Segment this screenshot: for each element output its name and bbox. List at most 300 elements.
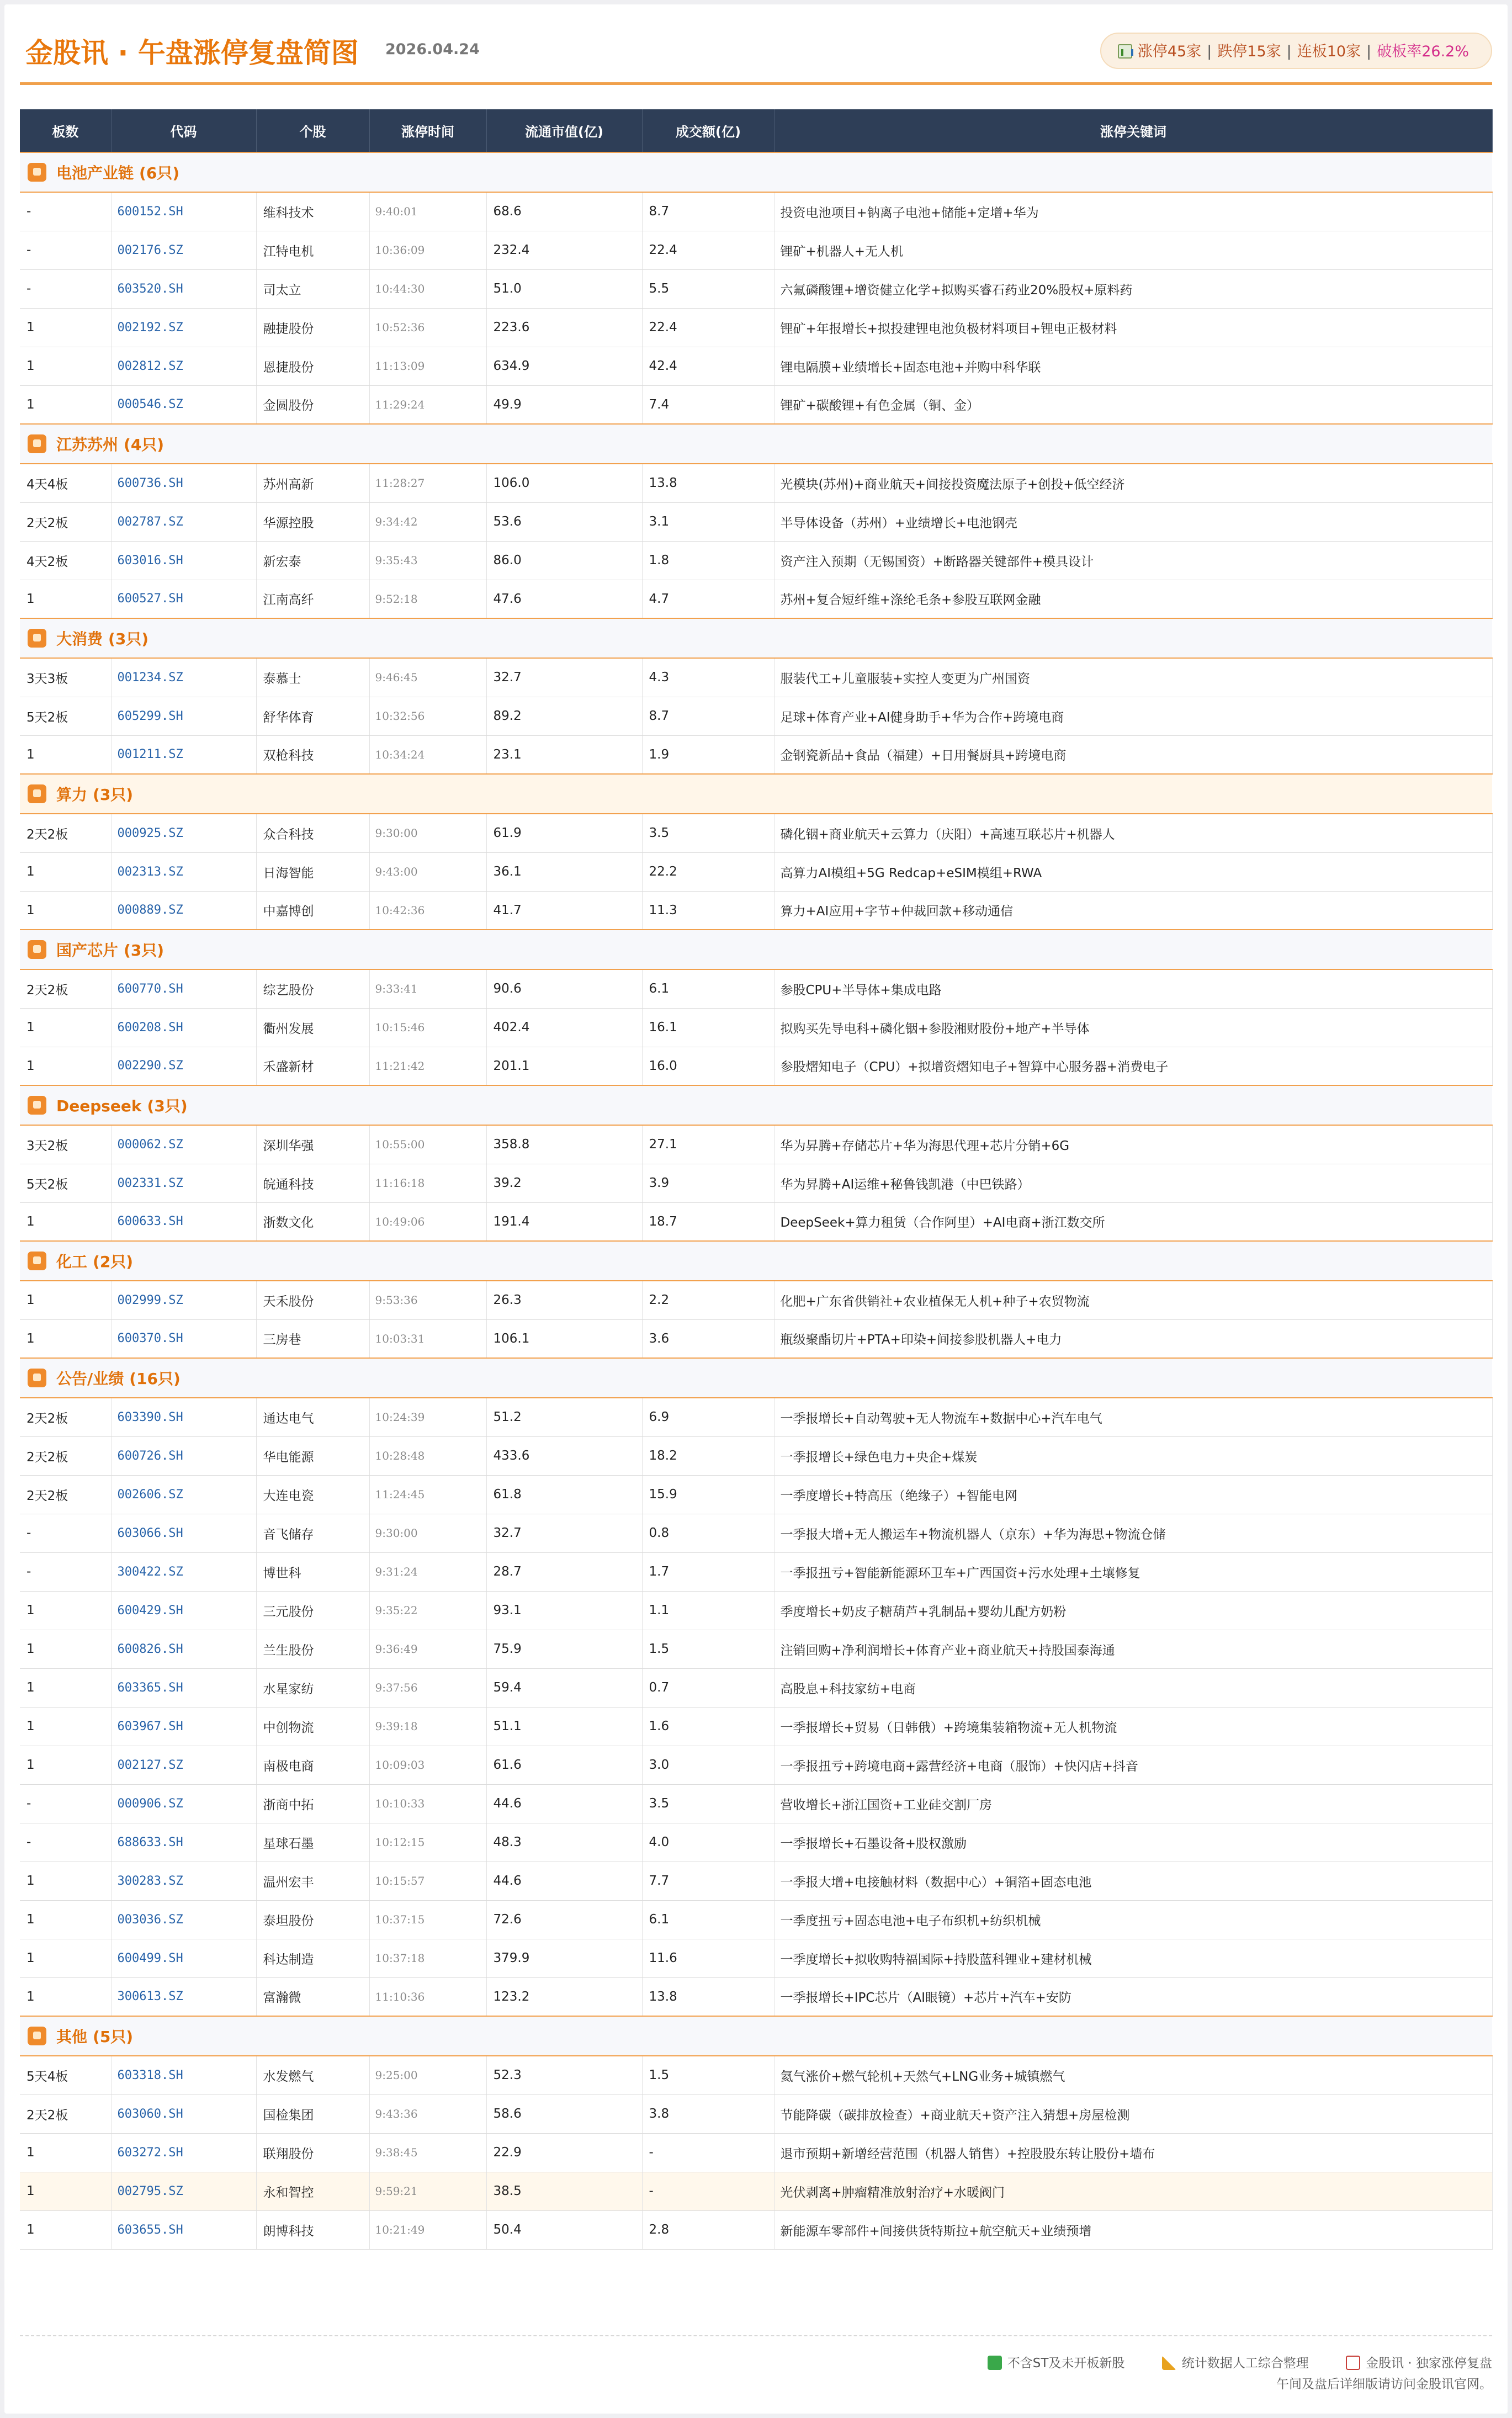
- float-market-cap: 32.7: [486, 658, 642, 697]
- stock-code[interactable]: 002787.SZ: [111, 502, 256, 541]
- section-count: (4只): [124, 436, 165, 454]
- board-count: -: [20, 231, 111, 269]
- stock-name: 三元股份: [256, 1591, 369, 1630]
- limit-up-time: 10:12:15: [369, 1823, 486, 1862]
- limit-up-keywords: 高股息+科技家纺+电商: [774, 1668, 1492, 1707]
- stock-code[interactable]: 600633.SH: [111, 1202, 256, 1241]
- board-count: 1: [20, 2172, 111, 2210]
- limit-up-time: 10:44:30: [369, 269, 486, 308]
- float-market-cap: 90.6: [486, 969, 642, 1008]
- turnover: 27.1: [642, 1125, 774, 1164]
- diamond-icon: [28, 940, 46, 959]
- limit-up-time: 9:35:22: [369, 1591, 486, 1630]
- turnover: 1.8: [642, 541, 774, 580]
- float-market-cap: 191.4: [486, 1202, 642, 1241]
- limit-up-keywords: 营收增长+浙江国资+工业硅交割厂房: [774, 1784, 1492, 1823]
- stock-code[interactable]: 603365.SH: [111, 1668, 256, 1707]
- turnover: 4.0: [642, 1823, 774, 1862]
- limit-up-time: 11:29:24: [369, 385, 486, 424]
- stock-code[interactable]: 603060.SH: [111, 2094, 256, 2133]
- stock-code[interactable]: 002999.SZ: [111, 1281, 256, 1319]
- float-market-cap: 201.1: [486, 1047, 642, 1085]
- table-row[interactable]: [20, 1823, 1492, 1862]
- table-row[interactable]: [20, 697, 1492, 735]
- limit-up-keywords: 参股熠知电子（CPU）+拟增资熠知电子+智算中心服务器+消费电子: [774, 1047, 1492, 1085]
- limit-up-time: 10:09:03: [369, 1746, 486, 1784]
- float-market-cap: 53.6: [486, 502, 642, 541]
- stock-name: 音飞储存: [256, 1514, 369, 1552]
- board-count: 1: [20, 891, 111, 930]
- stock-name: 朗博科技: [256, 2210, 369, 2249]
- table-row[interactable]: [20, 1977, 1492, 2016]
- table-row[interactable]: [20, 1707, 1492, 1746]
- megaphone-icon: [28, 1369, 46, 1387]
- turnover: 18.2: [642, 1436, 774, 1475]
- stock-name: 维科技术: [256, 192, 369, 231]
- table-row[interactable]: [20, 969, 1492, 1008]
- stock-code[interactable]: 002176.SZ: [111, 231, 256, 269]
- limit-up-time: 9:36:49: [369, 1630, 486, 1668]
- limit-up-time: 11:10:36: [369, 1977, 486, 2016]
- limit-up-keywords: 一季报大增+电接触材料（数据中心）+铜箔+固态电池: [774, 1862, 1492, 1900]
- float-market-cap: 232.4: [486, 231, 642, 269]
- col-header-float-cap: 流通市值(亿): [486, 109, 642, 152]
- section-count: (16只): [129, 1370, 181, 1388]
- board-count: 1: [20, 852, 111, 891]
- table-row[interactable]: [20, 1784, 1492, 1823]
- float-market-cap: 22.9: [486, 2133, 642, 2172]
- turnover: 7.7: [642, 1862, 774, 1900]
- table-row[interactable]: [20, 891, 1492, 930]
- board-count: 3天2板: [20, 1125, 111, 1164]
- section-header: [20, 1085, 1492, 1125]
- table-row[interactable]: [20, 1900, 1492, 1939]
- board-count: 4天2板: [20, 541, 111, 580]
- stock-code[interactable]: 605299.SH: [111, 697, 256, 735]
- stock-code[interactable]: 001211.SZ: [111, 735, 256, 774]
- col-header-boards: 板数: [20, 109, 111, 152]
- table-row[interactable]: [20, 1668, 1492, 1707]
- table-row[interactable]: [20, 580, 1492, 618]
- stock-code[interactable]: 002331.SZ: [111, 1164, 256, 1202]
- turnover: 4.7: [642, 580, 774, 618]
- turnover: 3.5: [642, 1784, 774, 1823]
- limit-up-time: 9:53:36: [369, 1281, 486, 1319]
- table-row[interactable]: [20, 1398, 1492, 1436]
- stock-code[interactable]: 600770.SH: [111, 969, 256, 1008]
- table-row[interactable]: [20, 231, 1492, 269]
- table-row[interactable]: [20, 2094, 1492, 2133]
- limit-up-keywords: 资产注入预期（无锡国资）+断路器关键部件+模具设计: [774, 541, 1492, 580]
- limit-up-keywords: 锂矿+机器人+无人机: [774, 231, 1492, 269]
- footer-note-website: 午间及盘后详细版请访问金股讯官网。: [1276, 2377, 1492, 2392]
- stock-code[interactable]: 600370.SH: [111, 1319, 256, 1358]
- stock-code[interactable]: 300283.SZ: [111, 1862, 256, 1900]
- stock-code[interactable]: 002127.SZ: [111, 1746, 256, 1784]
- float-market-cap: 52.3: [486, 2056, 642, 2094]
- turnover: 1.6: [642, 1707, 774, 1746]
- limit-up-time: 10:21:49: [369, 2210, 486, 2249]
- table-row[interactable]: [20, 1281, 1492, 1319]
- board-count: 1: [20, 1900, 111, 1939]
- table-row[interactable]: [20, 502, 1492, 541]
- turnover: 5.5: [642, 269, 774, 308]
- float-market-cap: 402.4: [486, 1008, 642, 1047]
- stock-code[interactable]: 600152.SH: [111, 192, 256, 231]
- table-row[interactable]: [20, 1164, 1492, 1202]
- stock-code[interactable]: 603967.SH: [111, 1707, 256, 1746]
- calendar-icon: [1346, 2356, 1360, 2370]
- board-count: 1: [20, 1668, 111, 1707]
- float-market-cap: 51.1: [486, 1707, 642, 1746]
- turnover: 3.5: [642, 814, 774, 852]
- turnover: 22.2: [642, 852, 774, 891]
- footer-note-exclusions: 不含ST及未开板新股: [1007, 2356, 1125, 2371]
- board-count: 1: [20, 1319, 111, 1358]
- turnover: 13.8: [642, 464, 774, 502]
- float-market-cap: 379.9: [486, 1939, 642, 1977]
- stock-name: 水星家纺: [256, 1668, 369, 1707]
- float-market-cap: 44.6: [486, 1784, 642, 1823]
- stock-code[interactable]: 600736.SH: [111, 464, 256, 502]
- limit-up-time: 10:42:36: [369, 891, 486, 930]
- limit-up-time: 10:49:06: [369, 1202, 486, 1241]
- limit-up-keywords: 注销回购+净利润增长+体育产业+商业航天+持股国泰海通: [774, 1630, 1492, 1668]
- stock-code[interactable]: 600826.SH: [111, 1630, 256, 1668]
- float-market-cap: 50.4: [486, 2210, 642, 2249]
- limit-up-time: 9:40:01: [369, 192, 486, 231]
- table-row[interactable]: [20, 852, 1492, 891]
- limit-up-time: 9:46:45: [369, 658, 486, 697]
- turnover: 2.8: [642, 2210, 774, 2249]
- limit-up-time: 9:30:00: [369, 814, 486, 852]
- table-row[interactable]: [20, 1008, 1492, 1047]
- bar-chart-icon: [1118, 44, 1132, 59]
- board-count: 1: [20, 1939, 111, 1977]
- table-row[interactable]: [20, 1319, 1492, 1358]
- table-row[interactable]: [20, 2056, 1492, 2094]
- board-count: 5天2板: [20, 1164, 111, 1202]
- limit-up-time: 10:28:48: [369, 1436, 486, 1475]
- limit-up-keywords: 节能降碳（碳排放检查）+商业航天+资产注入猜想+房屋检测: [774, 2094, 1492, 2133]
- stock-code[interactable]: 603272.SH: [111, 2133, 256, 2172]
- shopping-cart-icon: [28, 629, 46, 648]
- table-row[interactable]: [20, 1125, 1492, 1164]
- limit-up-keywords: 锂电隔膜+业绩增长+固态电池+并购中科华联: [774, 347, 1492, 385]
- stock-name: 金圆股份: [256, 385, 369, 424]
- section-name: 其他: [56, 2028, 88, 2046]
- table-row[interactable]: [20, 1552, 1492, 1591]
- limit-up-keywords: 苏州+复合短纤维+涤纶毛条+参股互联网金融: [774, 580, 1492, 618]
- turnover: 15.9: [642, 1475, 774, 1514]
- section-name: 化工: [56, 1253, 88, 1271]
- table-row[interactable]: [20, 541, 1492, 580]
- float-market-cap: 106.0: [486, 464, 642, 502]
- board-count: 1: [20, 1047, 111, 1085]
- stock-code[interactable]: 688633.SH: [111, 1823, 256, 1862]
- stock-code[interactable]: 002313.SZ: [111, 852, 256, 891]
- table-row[interactable]: [20, 1862, 1492, 1900]
- limit-up-time: 9:31:24: [369, 1552, 486, 1591]
- stock-name: 融捷股份: [256, 308, 369, 347]
- stock-name: 苏州高新: [256, 464, 369, 502]
- board-count: -: [20, 192, 111, 231]
- stock-name: 博世科: [256, 1552, 369, 1591]
- float-market-cap: 72.6: [486, 1900, 642, 1939]
- stock-name: 国检集团: [256, 2094, 369, 2133]
- stock-code[interactable]: 002290.SZ: [111, 1047, 256, 1085]
- turnover: 11.6: [642, 1939, 774, 1977]
- board-count: 1: [20, 1630, 111, 1668]
- stock-code[interactable]: 000906.SZ: [111, 1784, 256, 1823]
- limit-up-keywords: 半导体设备（苏州）+业绩增长+电池钢壳: [774, 502, 1492, 541]
- stock-code[interactable]: 600429.SH: [111, 1591, 256, 1630]
- table-row[interactable]: [20, 308, 1492, 347]
- table-row[interactable]: [20, 1939, 1492, 1977]
- limit-up-time: 9:37:56: [369, 1668, 486, 1707]
- limit-up-keywords: 瓶级聚酯切片+PTA+印染+间接参股机器人+电力: [774, 1319, 1492, 1358]
- limit-up-keywords: 一季报扭亏+智能新能源环卫车+广西国资+污水处理+土壤修复: [774, 1552, 1492, 1591]
- float-market-cap: 61.9: [486, 814, 642, 852]
- board-count: 1: [20, 1202, 111, 1241]
- stock-code[interactable]: 600499.SH: [111, 1939, 256, 1977]
- stock-code[interactable]: 000889.SZ: [111, 891, 256, 930]
- board-count: 4天4板: [20, 464, 111, 502]
- limit-up-keywords: 化肥+广东省供销社+农业植保无人机+种子+农贸物流: [774, 1281, 1492, 1319]
- table-row[interactable]: [20, 1591, 1492, 1630]
- stock-code[interactable]: 603390.SH: [111, 1398, 256, 1436]
- float-market-cap: 86.0: [486, 541, 642, 580]
- limit-up-time: 11:13:09: [369, 347, 486, 385]
- stock-name: 通达电气: [256, 1398, 369, 1436]
- section-header: [20, 930, 1492, 969]
- board-count: 3天3板: [20, 658, 111, 697]
- table-row[interactable]: [20, 1746, 1492, 1784]
- stock-code[interactable]: 600527.SH: [111, 580, 256, 618]
- section-header: [20, 774, 1492, 814]
- stock-code[interactable]: 001234.SZ: [111, 658, 256, 697]
- table-row[interactable]: [20, 1202, 1492, 1241]
- limit-up-keywords: 季度增长+奶皮子糖葫芦+乳制品+婴幼儿配方奶粉: [774, 1591, 1492, 1630]
- board-count: 5天4板: [20, 2056, 111, 2094]
- stock-name: 江特电机: [256, 231, 369, 269]
- stock-name: 新宏泰: [256, 541, 369, 580]
- chip-icon: [28, 784, 46, 803]
- stock-name: 江南高纤: [256, 580, 369, 618]
- float-market-cap: 51.2: [486, 1398, 642, 1436]
- stock-name: 禾盛新材: [256, 1047, 369, 1085]
- stock-code[interactable]: 600726.SH: [111, 1436, 256, 1475]
- stock-code[interactable]: 600208.SH: [111, 1008, 256, 1047]
- turnover: 3.6: [642, 1319, 774, 1358]
- page-title: 金股讯 · 午盘涨停复盘简图: [25, 37, 359, 69]
- turnover: 1.9: [642, 735, 774, 774]
- limit-up-time: 9:59:21: [369, 2172, 486, 2210]
- board-count: 1: [20, 735, 111, 774]
- turnover: 6.1: [642, 1900, 774, 1939]
- board-count: 2天2板: [20, 1398, 111, 1436]
- stock-name: 永和智控: [256, 2172, 369, 2210]
- limit-up-keywords: 算力+AI应用+字节+仲裁回款+移动通信: [774, 891, 1492, 930]
- stock-code[interactable]: 000062.SZ: [111, 1125, 256, 1164]
- stock-code[interactable]: 603655.SH: [111, 2210, 256, 2249]
- stock-code[interactable]: 300422.SZ: [111, 1552, 256, 1591]
- turnover: 0.7: [642, 1668, 774, 1707]
- board-count: 2天2板: [20, 502, 111, 541]
- float-market-cap: 68.6: [486, 192, 642, 231]
- limit-up-keywords: 参股CPU+半导体+集成电路: [774, 969, 1492, 1008]
- limit-up-keywords: 投资电池项目+钠离子电池+储能+定增+华为: [774, 192, 1492, 231]
- table-row[interactable]: [20, 1630, 1492, 1668]
- limit-up-keywords: 华为昇腾+AI运维+秘鲁钱凯港（中巴铁路）: [774, 1164, 1492, 1202]
- turnover: 13.8: [642, 1977, 774, 2016]
- board-count: 1: [20, 2210, 111, 2249]
- table-row[interactable]: [20, 464, 1492, 502]
- board-count: 1: [20, 308, 111, 347]
- board-count: 1: [20, 1707, 111, 1746]
- stock-name: 衢州发展: [256, 1008, 369, 1047]
- float-market-cap: 223.6: [486, 308, 642, 347]
- stock-code[interactable]: 002192.SZ: [111, 308, 256, 347]
- limit-up-time: 10:36:09: [369, 231, 486, 269]
- limit-up-time: 11:16:18: [369, 1164, 486, 1202]
- board-count: 5天2板: [20, 697, 111, 735]
- checkbox-icon: [988, 2356, 1002, 2370]
- limit-up-keywords: 一季报增长+贸易（日韩俄）+跨境集装箱物流+无人机物流: [774, 1707, 1492, 1746]
- stock-code[interactable]: 002606.SZ: [111, 1475, 256, 1514]
- stock-name: 富瀚微: [256, 1977, 369, 2016]
- stock-name: 众合科技: [256, 814, 369, 852]
- table-row[interactable]: [20, 2210, 1492, 2249]
- section-name: Deepseek: [56, 1097, 142, 1115]
- limit-up-time: 11:28:27: [369, 464, 486, 502]
- limit-up-time: 9:25:00: [369, 2056, 486, 2094]
- float-market-cap: 106.1: [486, 1319, 642, 1358]
- limit-up-time: 11:24:45: [369, 1475, 486, 1514]
- float-market-cap: 93.1: [486, 1591, 642, 1630]
- limit-up-keywords: 一季报增长+IPC芯片（AI眼镜）+芯片+汽车+安防: [774, 1977, 1492, 2016]
- table-row[interactable]: [20, 1436, 1492, 1475]
- stock-name: 舒华体育: [256, 697, 369, 735]
- section-count: (5只): [93, 2028, 134, 2046]
- board-count: 2天2板: [20, 814, 111, 852]
- stock-code[interactable]: 003036.SZ: [111, 1900, 256, 1939]
- float-market-cap: 634.9: [486, 347, 642, 385]
- limit-up-keywords: 一季度增长+拟收购特福国际+持股蓝科锂业+建材机械: [774, 1939, 1492, 1977]
- limit-up-time: 9:43:00: [369, 852, 486, 891]
- table-row[interactable]: [20, 658, 1492, 697]
- turnover: 1.7: [642, 1552, 774, 1591]
- footer-note-brand: 金股讯 · 独家涨停复盘: [1366, 2356, 1492, 2371]
- col-header-name: 个股: [256, 109, 369, 152]
- stock-code[interactable]: 603016.SH: [111, 541, 256, 580]
- stock-name: 泰坦股份: [256, 1900, 369, 1939]
- table-row[interactable]: [20, 814, 1492, 852]
- turnover: 8.7: [642, 192, 774, 231]
- table-row[interactable]: [20, 192, 1492, 231]
- limit-up-keywords: 退市预期+新增经营范围（机器人销售）+控股股东转让股份+墙布: [774, 2133, 1492, 2172]
- stock-code[interactable]: 603318.SH: [111, 2056, 256, 2094]
- table-row[interactable]: [20, 347, 1492, 385]
- section-name: 江苏苏州: [56, 436, 119, 454]
- table-row[interactable]: [20, 1475, 1492, 1514]
- limit-up-keywords: 氦气涨价+燃气轮机+天然气+LNG业务+城镇燃气: [774, 2056, 1492, 2094]
- stock-name: 中嘉博创: [256, 891, 369, 930]
- stock-name: 星球石墨: [256, 1823, 369, 1862]
- stock-name: 浙数文化: [256, 1202, 369, 1241]
- board-count: 2天2板: [20, 969, 111, 1008]
- section-header: [20, 1358, 1492, 1398]
- limit-up-table: [20, 109, 1493, 2250]
- turnover: 22.4: [642, 231, 774, 269]
- limit-up-keywords: 足球+体育产业+AI健身助手+华为合作+跨境电商: [774, 697, 1492, 735]
- table-row[interactable]: [20, 735, 1492, 774]
- stock-code[interactable]: 300613.SZ: [111, 1977, 256, 2016]
- table-row[interactable]: [20, 2133, 1492, 2172]
- stock-code[interactable]: 002812.SZ: [111, 347, 256, 385]
- stock-name: 大连电瓷: [256, 1475, 369, 1514]
- turnover: 2.2: [642, 1281, 774, 1319]
- limit-up-time: 9:30:00: [369, 1514, 486, 1552]
- limit-up-time: 9:35:43: [369, 541, 486, 580]
- stock-name: 深圳华强: [256, 1125, 369, 1164]
- table-row[interactable]: [20, 269, 1492, 308]
- stock-name: 综艺股份: [256, 969, 369, 1008]
- float-market-cap: 51.0: [486, 269, 642, 308]
- stock-name: 司太立: [256, 269, 369, 308]
- ruler-icon: [1162, 2356, 1176, 2370]
- board-count: -: [20, 269, 111, 308]
- limit-up-time: 10:32:56: [369, 697, 486, 735]
- limit-up-keywords: 六氟磷酸锂+增资健立化学+拟购买睿石药业20%股权+原料药: [774, 269, 1492, 308]
- limit-up-keywords: 金钢瓷新品+食品（福建）+日用餐厨具+跨境电商: [774, 735, 1492, 774]
- board-count: 2天2板: [20, 2094, 111, 2133]
- stock-code[interactable]: 000925.SZ: [111, 814, 256, 852]
- table-row[interactable]: [20, 1047, 1492, 1085]
- limit-up-keywords: 磷化铟+商业航天+云算力（庆阳）+高速互联芯片+机器人: [774, 814, 1492, 852]
- limit-up-time: 10:37:18: [369, 1939, 486, 1977]
- map-pin-icon: [28, 434, 46, 453]
- limit-down-count: 跌停15家: [1217, 43, 1281, 60]
- float-market-cap: 75.9: [486, 1630, 642, 1668]
- table-row[interactable]: [20, 1514, 1492, 1552]
- limit-up-time: 10:34:24: [369, 735, 486, 774]
- stock-name: 日海智能: [256, 852, 369, 891]
- table-row[interactable]: [20, 385, 1492, 424]
- turnover: 16.0: [642, 1047, 774, 1085]
- limit-up-keywords: 锂矿+碳酸锂+有色金属（铜、金）: [774, 385, 1492, 424]
- table-row[interactable]: [20, 2172, 1492, 2210]
- limit-up-time: 10:52:36: [369, 308, 486, 347]
- float-market-cap: 49.9: [486, 385, 642, 424]
- board-count: -: [20, 1784, 111, 1823]
- section-header: [20, 424, 1492, 464]
- col-header-turnover: 成交额(亿): [642, 109, 774, 152]
- stock-code[interactable]: 603520.SH: [111, 269, 256, 308]
- page: [4, 4, 1508, 2414]
- section-count: (6只): [139, 164, 180, 182]
- section-header: [20, 152, 1492, 192]
- stock-code[interactable]: 000546.SZ: [111, 385, 256, 424]
- stock-name: 南极电商: [256, 1746, 369, 1784]
- turnover: 6.1: [642, 969, 774, 1008]
- stock-code[interactable]: 603066.SH: [111, 1514, 256, 1552]
- stock-code[interactable]: 002795.SZ: [111, 2172, 256, 2210]
- limit-up-count: 涨停45家: [1137, 43, 1202, 60]
- rocket-icon: [28, 2027, 46, 2045]
- limit-up-keywords: 一季报增长+绿色电力+央企+煤炭: [774, 1436, 1492, 1475]
- stock-name: 恩捷股份: [256, 347, 369, 385]
